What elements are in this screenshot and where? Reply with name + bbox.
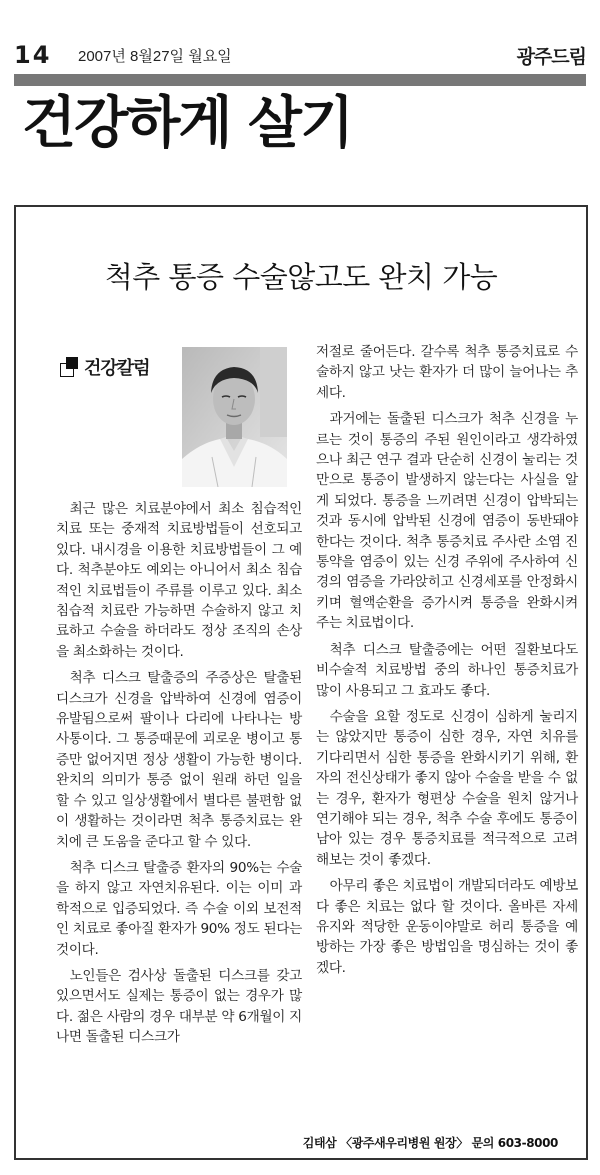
newspaper-name: 광주드림 (516, 45, 586, 68)
header-rule (14, 74, 586, 86)
article-headline: 척추 통증 수술않고도 완치 가능 (104, 260, 498, 294)
article-paragraph: 수술을 요할 정도로 신경이 심하게 눌리지는 않았지만 통증이 심한 경우, 자연 치유를 기다리면서 심한 통증을 완화시키기 위해, 환자의 전신상태가 좋지 않아 수술을 받을 수 없는 경우, 환자가 형편상 수술을 원치 않거나 연기해야 되는 경우, 척추 수술 후에도 통증이 남아 있는 경우 통증치료를 적극적으로 고려해보는 것이 좋겠다. (316, 708, 578, 868)
article-box (14, 205, 588, 1160)
page-header (14, 38, 586, 72)
article-paragraph: 척추 디스크 탈출증 환자의 90%는 수술을 하지 않고 자연치유된다. 이는 이미 과학적으로 입증되었다. 즉 수술 이외 보전적인 치료로 좋아질 환자가 90% 정도 된다는 것이다. (56, 859, 302, 958)
page-number: 14 (14, 41, 52, 69)
author-byline: 김태삼 〈광주새우리병원 원장〉 문의 603-8000 (302, 1136, 558, 1150)
article-paragraph: 최근 많은 치료분야에서 최소 침습적인 치료 또는 중재적 치료방법들이 선호되고 있다. 내시경을 이용한 치료방법들이 그 예다. 척추분야도 예외는 아니어서 최소 침습적인 치료법들이 주류를 이루고 있다. 최소 침습적 치료란 가능하면 수술하지 않고 치료하고 수술을 하더라도 정상 조직의 손상을 최소화하는 것이다. (56, 501, 302, 660)
article-paragraph: 척추 디스크 탈출증의 주증상은 탈출된 디스크가 신경을 압박하여 신경에 염증이 유발됨으로써 팔이나 다리에 나타나는 방사통이다. 그 통증때문에 괴로운 병이고 통증만 없어지면 정상 생활이 가능한 병이다. 완치의 의미가 통증 없이 원래 하던 일을 할 수 있고 일상생활에서 별다른 불편함 없이 생활하는 것이라면 척추 통증치료는 완치에 큰 도움을 준다고 할 수 있다. (56, 670, 302, 850)
author-portrait (182, 347, 287, 487)
issue-date: 2007년 8월27일 월요일 (78, 47, 232, 65)
column-label-text: 건강칼럼 (84, 358, 150, 379)
article-paragraph: 과거에는 돌출된 디스크가 척추 신경을 누르는 것이 통증의 주된 원인이라고 생각하였으나 최근 연구 결과 단순히 신경이 눌리는 것만으로 통증이 발생하지 않는다는 사실을 알게 되었다. 통증을 느끼려면 신경이 압박되는 것과 동시에 압박된 신경에 염증이 동반돼야 한다는 것이다. 척추 통증치료 주사란 소염 진통약을 염증이 있는 신경 주위에 주사하여 신경의 염증을 가라앉히고 신경세포를 안정화시키며 혈액순환을 증가시켜 통증을 완화시켜 주는 치료법이다. (316, 411, 578, 632)
article-paragraph: 저절로 줄어든다. 갈수록 척추 통증치료로 수술하지 않고 낫는 환자가 더 많이 늘어나는 추세다. (316, 344, 578, 401)
column-label (60, 354, 150, 380)
article-paragraph: 척추 디스크 탈출증에는 어떤 질환보다도 비수술적 치료방법 중의 하나인 통증치료가 많이 사용되고 그 효과도 좋다. (316, 641, 578, 699)
article-left-column (56, 499, 302, 1054)
column-marker-icon (60, 357, 80, 377)
article-paragraph: 아무리 좋은 치료법이 개발되더라도 예방보다 좋은 치료는 없다 할 것이다. 올바른 자세 유지와 적당한 운동이야말로 허리 통증을 예방하는 가장 좋은 방법임을 명심하는 것이 좋겠다. (316, 878, 578, 976)
article-paragraph: 노인들은 검사상 돌출된 디스크를 갖고 있으면서도 실제는 통증이 없는 경우가 많다. 젊은 사람의 경우 대부분 약 6개월이 지나면 돌출된 디스크가 (56, 967, 302, 1046)
section-title: 건강하게 살기 (22, 91, 353, 156)
article-right-column (316, 342, 578, 984)
